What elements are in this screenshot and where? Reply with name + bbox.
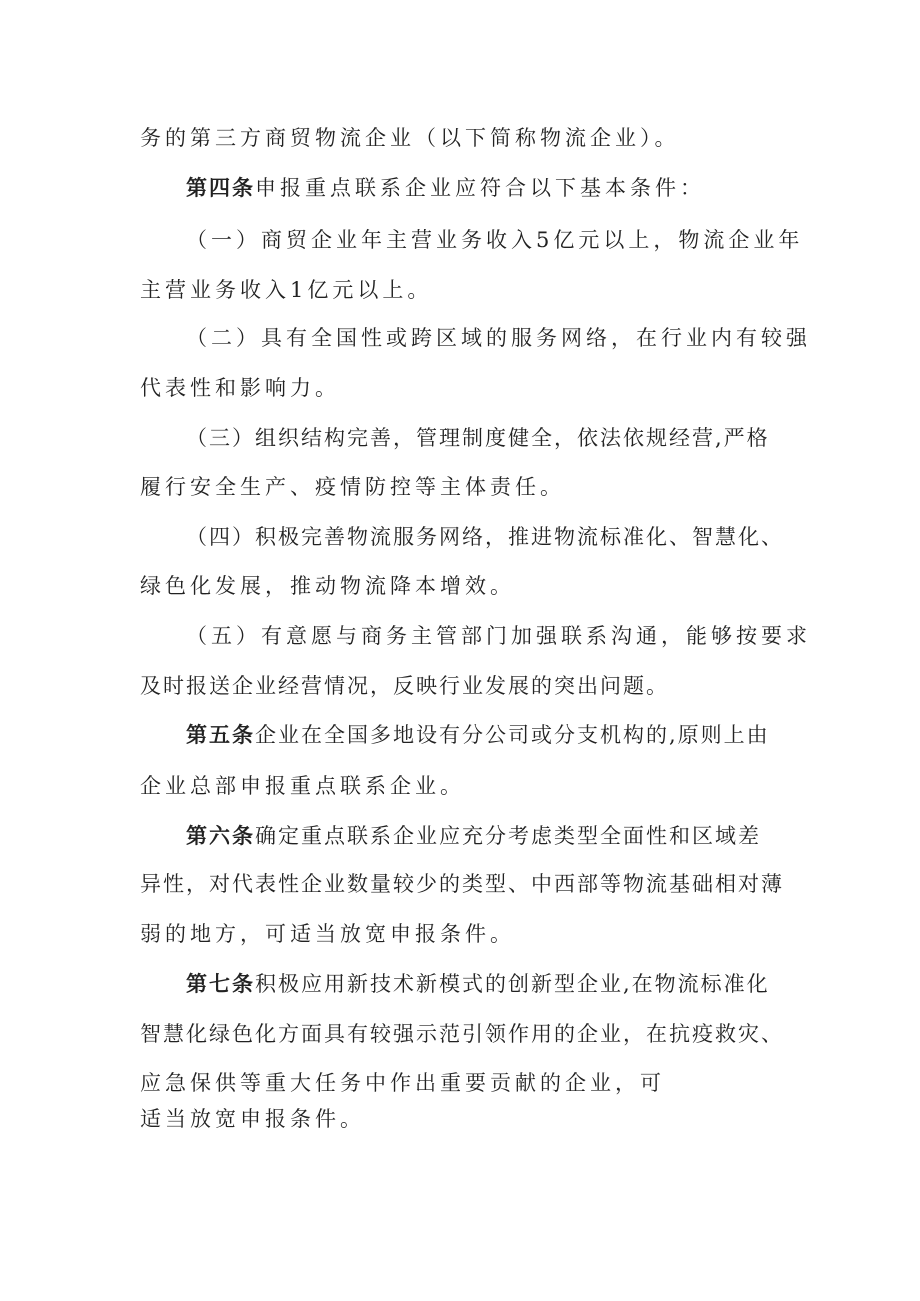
- line-text: 弱的地方，可适当放宽申报条件。: [140, 922, 515, 946]
- line-text: 异性，对代表性企业数量较少的类型、中西部等物流基础相对薄: [140, 872, 784, 896]
- paragraph-line: [186, 423, 770, 453]
- line-text: 适当放宽申报条件。: [140, 1107, 365, 1131]
- line-text: 主营业务收入1亿元以上。: [140, 278, 433, 302]
- article-label: 第七条: [186, 971, 255, 996]
- paragraph-line: [186, 323, 811, 353]
- line-text: 务的第三方商贸物流企业（以下简称物流企业）。: [140, 126, 680, 150]
- line-text: （三）组织结构完善，管理制度健全，依法依规经营,严格: [186, 426, 770, 450]
- article-4-heading: [186, 173, 705, 203]
- line-text: 确定重点联系企业应充分考虑类型全面性和区域差: [255, 824, 761, 848]
- article-label: 第四条: [186, 175, 255, 200]
- line-text: 企业总部申报重点联系企业。: [140, 774, 465, 798]
- line-text: （四）积极完善物流服务网络，推进物流标准化、智慧化、: [186, 525, 784, 549]
- article-7-heading: [186, 969, 770, 999]
- article-5-heading: [186, 720, 770, 750]
- line-text: 履行安全生产、疫情防控等主体责任。: [140, 475, 565, 499]
- paragraph-line: [140, 373, 340, 403]
- line-text: 绿色化发展，推动物流降本增效。: [140, 574, 515, 598]
- paragraph-line: [140, 571, 515, 601]
- paragraph-line: [186, 522, 784, 552]
- line-text: 智慧化绿色化方面具有较强示范引领作用的企业，在抗疫救灾、: [140, 1022, 784, 1046]
- paragraph-line: [140, 472, 565, 502]
- paragraph-line: [186, 621, 811, 651]
- paragraph-line: [140, 919, 515, 949]
- paragraph-line: [140, 275, 432, 305]
- line-text: 企业在全国多地设有分公司或分支机构的,原则上由: [255, 723, 770, 747]
- line-text: （一）商贸企业年主营业务收入5亿元以上，物流企业年: [186, 228, 804, 252]
- article-6-heading: [186, 821, 761, 851]
- paragraph-line: [140, 1068, 665, 1098]
- line-text: （五）有意愿与商务主管部门加强联系沟通，能够按要求: [186, 624, 811, 648]
- line-text: 申报重点联系企业应符合以下基本条件：: [255, 176, 705, 200]
- line-text: 及时报送企业经营情况，反映行业发展的突出问题。: [140, 674, 669, 698]
- article-label: 第六条: [186, 823, 255, 848]
- paragraph-line: [140, 123, 680, 153]
- article-label: 第五条: [186, 722, 255, 747]
- paragraph-line: [140, 771, 465, 801]
- line-text: 积极应用新技术新模式的创新型企业,在物流标准化: [255, 972, 770, 996]
- paragraph-line: [140, 869, 784, 899]
- paragraph-line: [140, 1104, 365, 1134]
- line-text: 应急保供等重大任务中作出重要贡献的企业，可: [140, 1071, 665, 1095]
- paragraph-line: [186, 225, 803, 255]
- paragraph-line: [140, 1019, 784, 1049]
- line-text: （二）具有全国性或跨区域的服务网络，在行业内有较强: [186, 326, 811, 350]
- line-text: 代表性和影响力。: [140, 376, 340, 400]
- paragraph-line: [140, 671, 669, 701]
